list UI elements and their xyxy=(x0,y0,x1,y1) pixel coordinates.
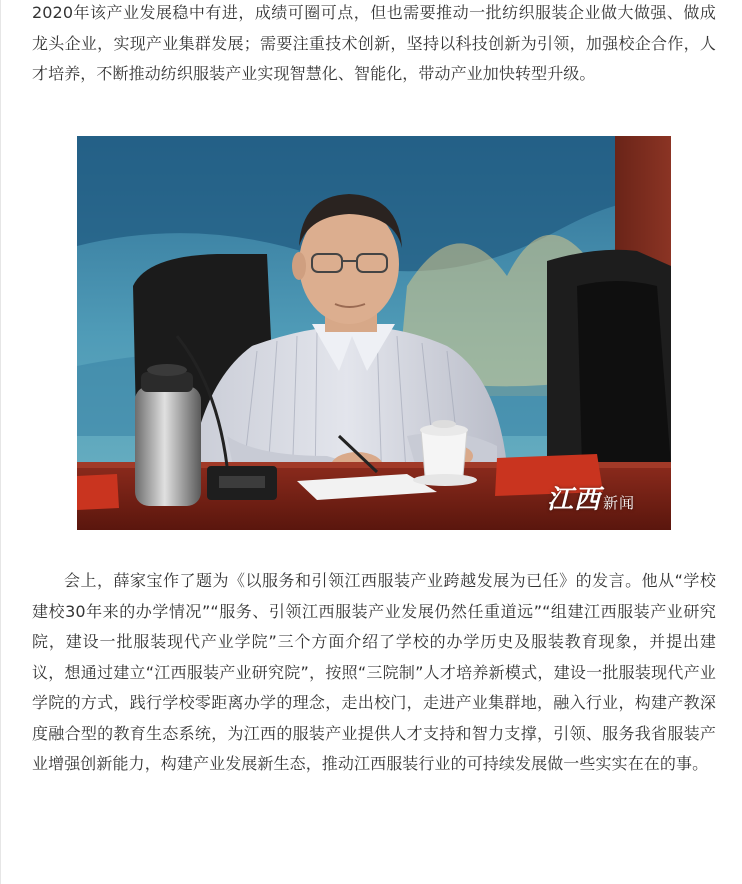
article-photo xyxy=(77,136,671,530)
watermark-main: 江西 xyxy=(546,485,601,515)
meeting-photo-illustration xyxy=(77,136,671,530)
article-paragraph-1: 2020年该产业发展稳中有进，成绩可圈可点，但也需要推动一批纺织服装企业做大做强、做成龙头企业，实现产业集群发展；需要注重技术创新，坚持以科技创新为引领，加强校企合作，人才培养，不断推动纺织服装产业实现智慧化、智能化，带动产业加快转型升级。 xyxy=(32,3,716,83)
watermark-sub: 新闻 xyxy=(602,494,635,512)
article-paragraph-2: 会上，薛家宝作了题为《以服务和引领江西服装产业跨越发展为已任》的发言。他从“学校建校30年来的办学情况”“服务、引领江西服装产业发展仍然任重道远”“组建江西服装产业研究院，建设一批服装现代产业学院”三个方面介绍了学校的办学历史及服装教育现象，并提出建议，想通过建立“江西服装产业研究院”，按照“三院制”人才培养新模式，建设一批服装现代产业学院的方式，践行学校零距离办学的理念，走出校门，走进产业集群地，融入行业，构建产教深度融合型的教育生态系统，为江西的服装产业提供人才支持和智力支撑，引领、服务我省服装产业增强创新能力，构建产业发展新生态，推动江西服装行业的可持续发展做一些实实在在的事。 xyxy=(32,571,716,773)
news-watermark xyxy=(547,479,635,516)
page-edge-rule xyxy=(0,0,1,884)
